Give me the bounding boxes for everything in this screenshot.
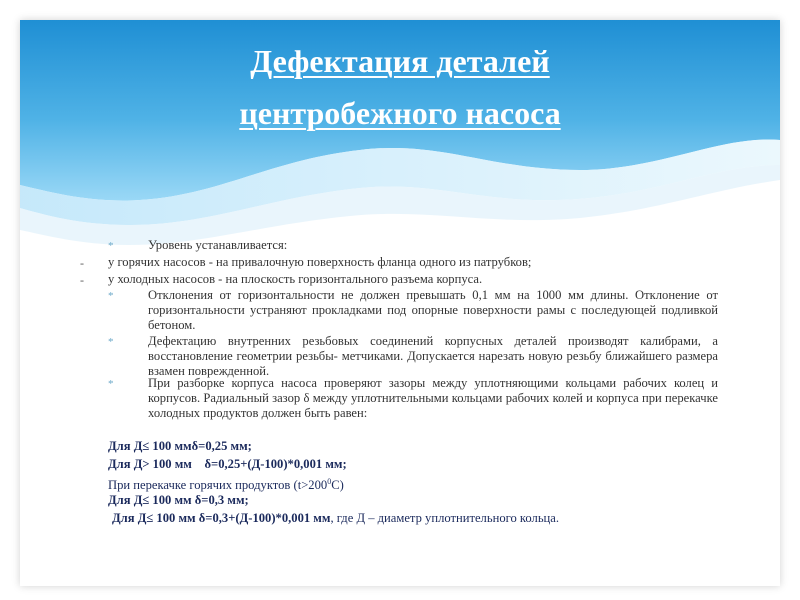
- slide: [20, 20, 780, 586]
- formula-line-2-condition: Для Д> 100 мм: [108, 457, 192, 471]
- gaps-text: При разборке корпуса насоса проверяют зазоры между уплотняющими кольцами рабочих колец и корпусов. Радиальный зазор δ между уплотнительными кольцами рабочих колей и корпуса при перекачке холодных продуктов должен быть равен:: [148, 376, 718, 420]
- formula-line-4: Для Д≤ 100 мм δ=0,3 мм;: [108, 493, 249, 507]
- formula-line-5: [112, 509, 559, 527]
- formula-line-2: [108, 455, 347, 473]
- formula-line-5-bold: Для Д≤ 100 мм δ=0,3+(Д-100)*0,001 мм: [112, 511, 331, 525]
- formula-line-1: Для Д≤ 100 ммδ=0,25 мм;: [108, 439, 252, 453]
- bullet-star-marker: *: [108, 240, 114, 252]
- slide-title-line-1: Дефектация деталей: [250, 43, 550, 79]
- hot-pumps-text: у горячих насосов - на привалочную поверхность фланца одного из патрубков;: [108, 255, 532, 269]
- deviation-text: Отклонения от горизонтальности не должен превышать 0,1 мм на 1000 мм длины. Отклонение от горизонтальности устраняют прокладками под опорные поверхности рамы с последующей подливкой бетоном.: [148, 288, 718, 332]
- threads-text: Дефектацию внутренних резьбовых соединений корпусных деталей производят калибрами, а восстановление геометрии резьбы- метчиками. Допускается нарезать новую резьбу ближайшего размера взамен поврежденной.: [148, 334, 718, 378]
- cold-pumps-text: у холодных насосов - на плоскость горизонтального разъема корпуса.: [108, 272, 483, 286]
- intro-text: Уровень устанавливается:: [148, 238, 288, 252]
- bullet-star-marker: *: [108, 290, 114, 302]
- bullet-dash-marker: -: [80, 256, 84, 270]
- formula-line-3-unit: С): [331, 478, 344, 493]
- bullet-star-marker: *: [108, 336, 114, 348]
- formula-line-3-superscript: 0: [327, 477, 332, 486]
- formula-line-3-text: При перекачке горячих продуктов (t>200: [108, 478, 328, 493]
- bullet-dash-marker: -: [80, 273, 84, 287]
- slide-title-line-2: центробежного насоса: [239, 95, 561, 131]
- slide-title: [20, 35, 780, 139]
- formula-line-2-value: δ=0,25+(Д-100)*0,001 мм;: [204, 457, 347, 471]
- formula-line-5-rest: , где Д – диаметр уплотнительного кольца.: [330, 511, 560, 525]
- bullet-star-marker: *: [108, 378, 114, 390]
